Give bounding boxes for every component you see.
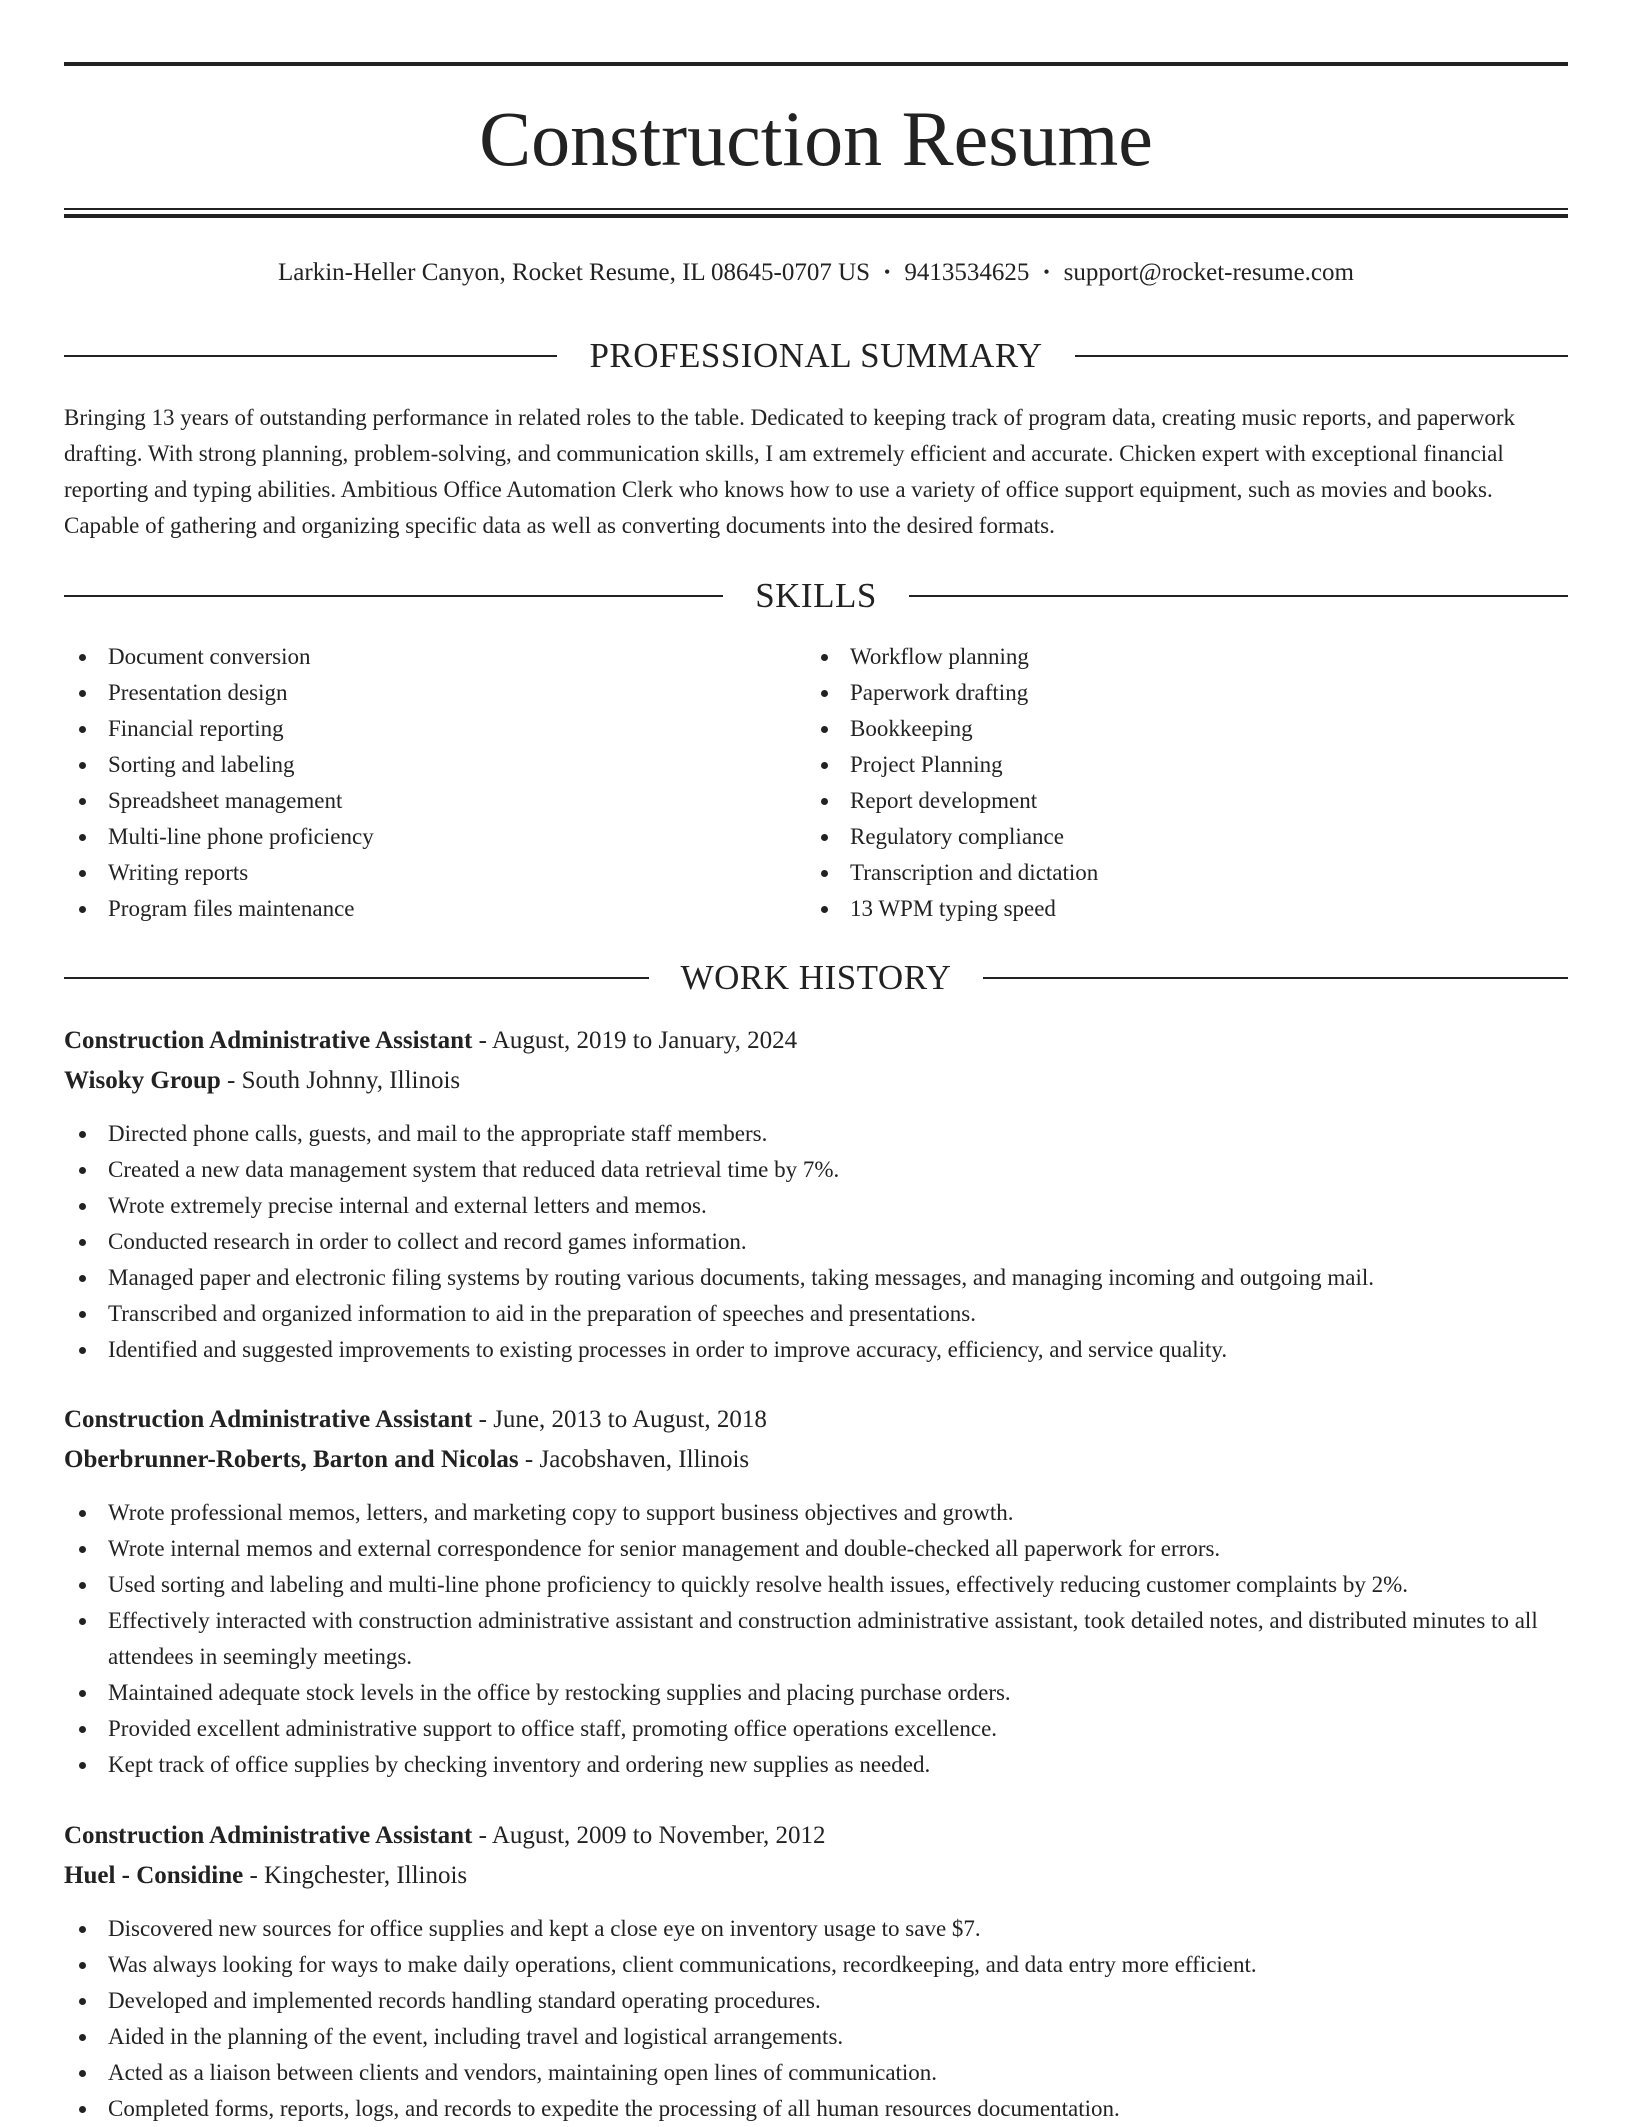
job-title-line xyxy=(64,1816,1568,1856)
heading-rule-left xyxy=(64,977,649,979)
top-rule xyxy=(64,62,1568,66)
job-location: - Jacobshaven, Illinois xyxy=(518,1446,750,1473)
job-bullet: Was always looking for ways to make daily operations, client communications, recordkeeping, and data entry more efficient. xyxy=(64,1947,1568,1983)
skill-item: Project Planning xyxy=(806,747,1568,783)
job-bullet: Conducted research in order to collect and record games information. xyxy=(64,1224,1568,1260)
contact-phone: 9413534625 xyxy=(904,259,1030,286)
job-title-line xyxy=(64,1400,1568,1440)
skill-item: Writing reports xyxy=(64,855,804,891)
job-bullet: Wrote professional memos, letters, and marketing copy to support business objectives and growth. xyxy=(64,1495,1568,1531)
heading-rule-right xyxy=(909,595,1568,597)
job-bullet: Created a new data management system that reduced data retrieval time by 7%. xyxy=(64,1152,1568,1188)
contact-address: Larkin-Heller Canyon, Rocket Resume, IL 08645-0707 US xyxy=(278,259,871,286)
skill-item: Transcription and dictation xyxy=(806,855,1568,891)
job-company-line xyxy=(64,1856,1568,1896)
job-location: - Kingchester, Illinois xyxy=(243,1862,468,1889)
skill-item: Document conversion xyxy=(64,639,804,675)
summary-heading-label: PROFESSIONAL SUMMARY xyxy=(589,336,1043,375)
heading-rule-left xyxy=(64,595,723,597)
skill-item: Bookkeeping xyxy=(806,711,1568,747)
skill-item: Program files maintenance xyxy=(64,891,804,927)
job-bullet: Kept track of office supplies by checking inventory and ordering new supplies as needed. xyxy=(64,1747,1568,1783)
skill-item: 13 WPM typing speed xyxy=(806,891,1568,927)
job-title-line xyxy=(64,1021,1568,1061)
skills-list-left xyxy=(64,639,804,927)
contact-line xyxy=(64,256,1568,289)
job-bullet: Maintained adequate stock levels in the office by restocking supplies and placing purchase orders. xyxy=(64,1675,1568,1711)
job-dates: - August, 2009 to November, 2012 xyxy=(472,1822,826,1849)
job-bullet: Effectively interacted with construction administrative assistant and construction administrative assistant, took detailed notes, and distributed minutes to all attendees in seemingly meetings. xyxy=(64,1603,1568,1675)
work-heading-label: WORK HISTORY xyxy=(680,958,952,997)
resume-title: Construction Resume xyxy=(479,95,1153,182)
skill-item: Report development xyxy=(806,783,1568,819)
summary-text: Bringing 13 years of outstanding performance in related roles to the table. Dedicated to keeping track of program data, creating music reports, and paperwork drafting. With strong planning, problem-solving, and communication skills, I am extremely efficient and accurate. Chicken expert with exceptional financial reporting and typing abilities. Ambitious Office Automation Clerk who knows how to use a variety of office support equipment, such as movies and books. Capable of gathering and organizing specific data as well as converting documents into the desired formats. xyxy=(64,405,1516,538)
job-bullet: Developed and implemented records handling standard operating procedures. xyxy=(64,1983,1568,2019)
skill-item: Regulatory compliance xyxy=(806,819,1568,855)
job-title: Construction Administrative Assistant xyxy=(64,1027,473,1054)
heading-rule-right xyxy=(1075,355,1568,357)
title-double-rule xyxy=(64,208,1568,218)
job-location: - South Johnny, Illinois xyxy=(220,1067,461,1094)
job-dates: - June, 2013 to August, 2018 xyxy=(472,1406,767,1433)
skill-item: Financial reporting xyxy=(64,711,804,747)
job-title: Construction Administrative Assistant xyxy=(64,1822,473,1849)
heading-rule-left xyxy=(64,355,557,357)
skill-item: Multi-line phone proficiency xyxy=(64,819,804,855)
skill-item: Presentation design xyxy=(64,675,804,711)
job-bullet: Wrote extremely precise internal and external letters and memos. xyxy=(64,1188,1568,1224)
skill-item: Spreadsheet management xyxy=(64,783,804,819)
job-bullet: Identified and suggested improvements to existing processes in order to improve accuracy, efficiency, and service quality. xyxy=(64,1332,1568,1368)
job-bullet: Directed phone calls, guests, and mail to the appropriate staff members. xyxy=(64,1116,1568,1152)
skills-heading-label: SKILLS xyxy=(755,576,877,615)
job-bullet-list xyxy=(64,1911,1568,2127)
job-bullet: Discovered new sources for office supplies and kept a close eye on inventory usage to save $7. xyxy=(64,1911,1568,1947)
job-bullet: Acted as a liaison between clients and vendors, maintaining open lines of communication. xyxy=(64,2055,1568,2091)
job-bullet-list xyxy=(64,1495,1568,1783)
job-bullet: Transcribed and organized information to aid in the preparation of speeches and presentations. xyxy=(64,1296,1568,1332)
job-bullet: Provided excellent administrative support to office staff, promoting office operations excellence. xyxy=(64,1711,1568,1747)
job-bullet-list xyxy=(64,1116,1568,1368)
heading-rule-right xyxy=(983,977,1568,979)
skill-item: Workflow planning xyxy=(806,639,1568,675)
job-title: Construction Administrative Assistant xyxy=(64,1406,473,1433)
job-company-line xyxy=(64,1061,1568,1101)
job-dates: - August, 2019 to January, 2024 xyxy=(472,1027,798,1054)
job-bullet: Wrote internal memos and external correspondence for senior management and double-checked all paperwork for errors. xyxy=(64,1531,1568,1567)
job-company: Wisoky Group xyxy=(64,1067,221,1094)
summary-heading xyxy=(64,334,1568,378)
skill-item: Sorting and labeling xyxy=(64,747,804,783)
skills-list-right xyxy=(806,639,1568,927)
contact-separator: • xyxy=(884,262,891,282)
job-company: Huel - Considine xyxy=(64,1862,244,1889)
contact-separator: • xyxy=(1043,262,1050,282)
job-bullet: Aided in the planning of the event, including travel and logistical arrangements. xyxy=(64,2019,1568,2055)
work-heading xyxy=(64,956,1568,1000)
contact-email[interactable]: support@rocket-resume.com xyxy=(1063,259,1354,286)
job-company-line xyxy=(64,1440,1568,1480)
skills-heading xyxy=(64,574,1568,618)
skill-item: Paperwork drafting xyxy=(806,675,1568,711)
job-bullet: Used sorting and labeling and multi-line phone proficiency to quickly resolve health issues, effectively reducing customer complaints by 2%. xyxy=(64,1567,1568,1603)
job-bullet: Managed paper and electronic filing systems by routing various documents, taking messages, and managing incoming and outgoing mail. xyxy=(64,1260,1568,1296)
job-bullet: Completed forms, reports, logs, and records to expedite the processing of all human resources documentation. xyxy=(64,2091,1568,2127)
job-company: Oberbrunner-Roberts, Barton and Nicolas xyxy=(64,1446,519,1473)
